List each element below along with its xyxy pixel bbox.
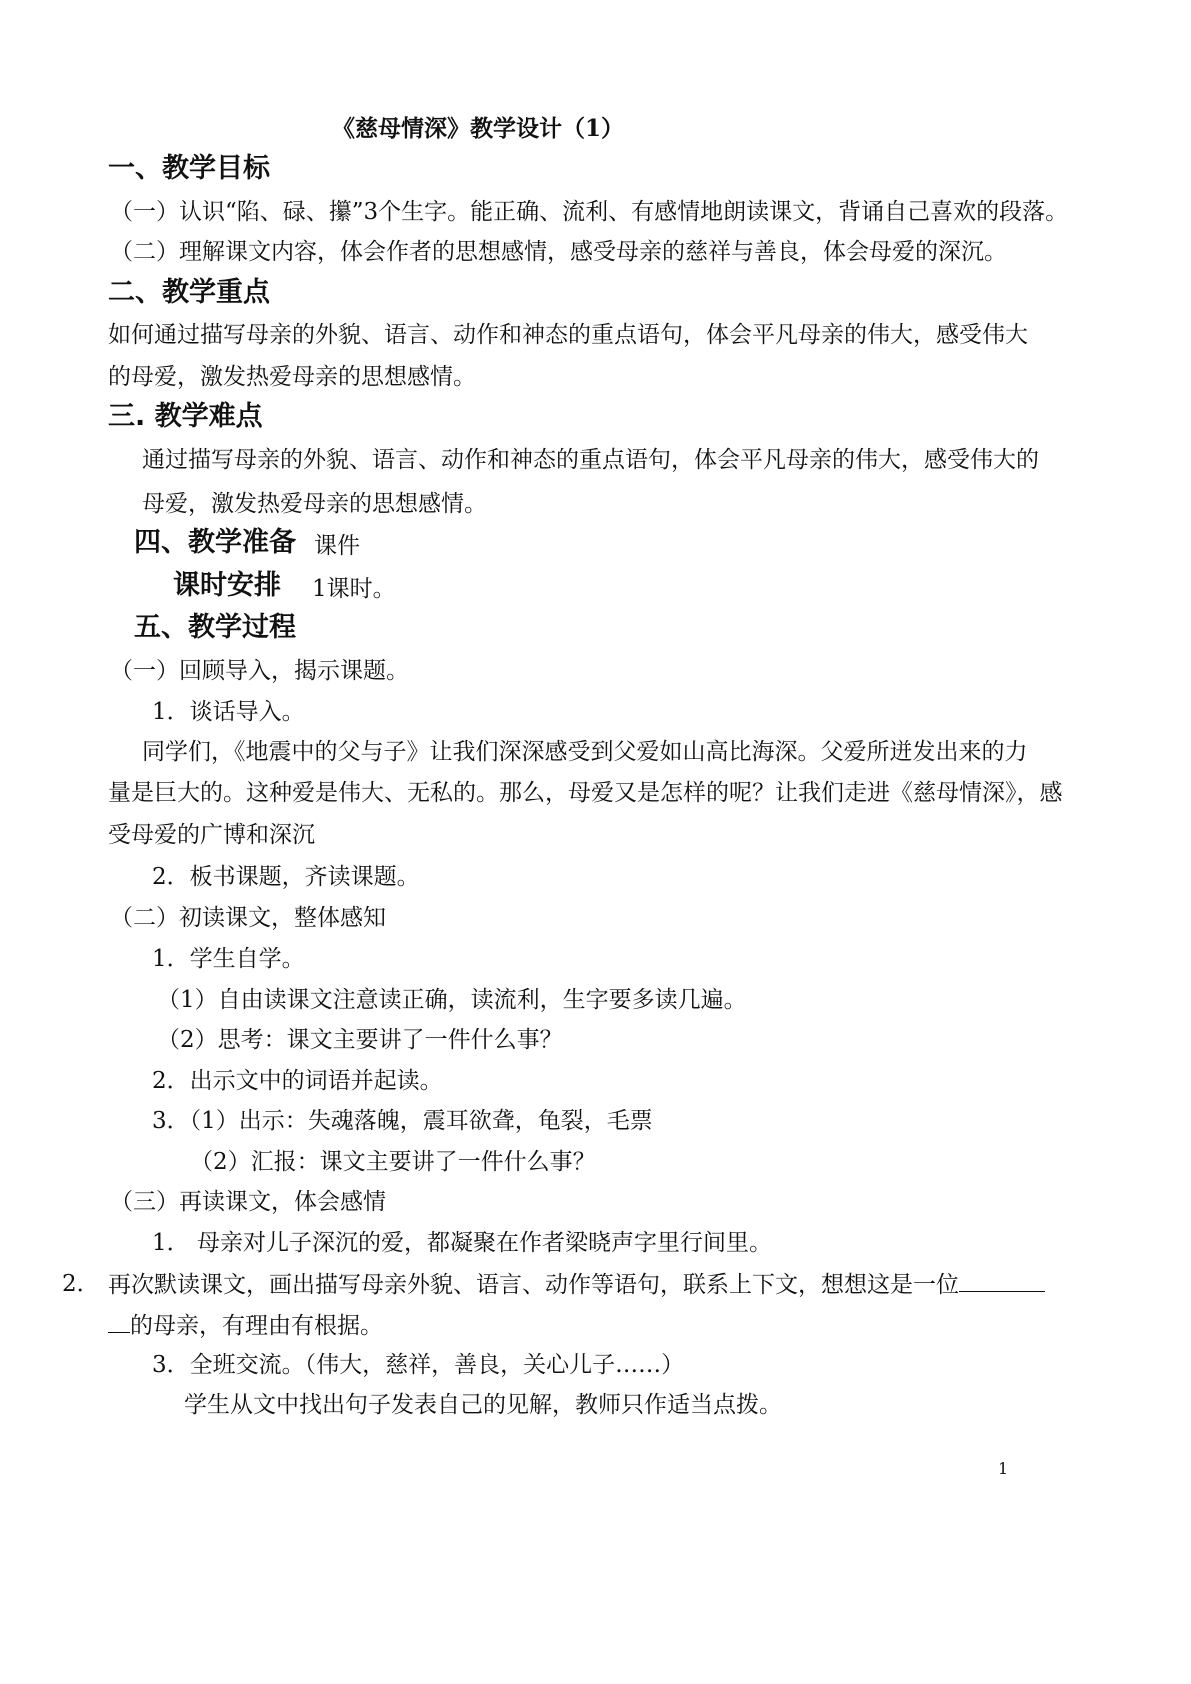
process-step-3-2-text: 再次默读课文，画出描写母亲外貌、语言、动作等语句，联系上下文，想想这是一位 [108, 1272, 959, 1298]
process-step-2-1b: （2）思考：课文主要讲了一件什么事？ [157, 1027, 563, 1053]
process-step-2-2: 2．出示文中的词语并起读。 [152, 1068, 443, 1094]
process-step-2-3b: （2）汇报：课文主要讲了一件什么事？ [190, 1149, 596, 1175]
schedule-value: 1课时。 [312, 576, 396, 602]
process-step-3-1: 1． 母亲对儿子深沉的爱，都凝聚在作者梁晓声字里行间里。 [152, 1230, 772, 1256]
difficulties-line-1: 通过描写母亲的外貌、语言、动作和神态的重点语句，体会平凡母亲的伟大，感受伟大的 [142, 447, 1039, 473]
process-step-1-text-3: 受母爱的广博和深沉 [108, 822, 315, 848]
difficulties-line-2: 母爱，激发热爱母亲的思想感情。 [142, 491, 487, 517]
heading-difficulties: 三. 教学难点 [108, 401, 263, 432]
key-points-line-2: 的母爱，激发热爱母亲的思想感情。 [108, 364, 476, 390]
doc-title: 《慈母情深》教学设计（1） [332, 115, 625, 142]
heading-schedule: 课时安排 [173, 570, 281, 601]
process-step-3-2 [108, 1269, 1045, 1300]
process-step-1-1: 1．谈话导入。 [152, 699, 305, 725]
process-step-3-3-text: 学生从文中找出句子发表自己的见解，教师只作适当点拨。 [184, 1392, 782, 1418]
heading-preparation: 四、教学准备 [134, 527, 296, 558]
goal-item-1: （一）认识“陷、碌、攥”3个生字。能正确、流利、有感情地朗读课文，背诵自己喜欢的段落。 [110, 199, 1069, 225]
process-step-2: （二）初读课文，整体感知 [110, 905, 386, 931]
process-step-3: （三）再读课文，体会感情 [110, 1189, 386, 1215]
process-step-3-3: 3．全班交流。（伟大，慈祥，善良，关心儿子……） [152, 1352, 685, 1378]
fill-blank-line [959, 1269, 1045, 1292]
key-points-line-1: 如何通过描写母亲的外貌、语言、动作和神态的重点语句，体会平凡母亲的伟大，感受伟大 [108, 322, 1028, 348]
heading-process: 五、教学过程 [134, 612, 296, 643]
process-step-1: （一）回顾导入，揭示课题。 [110, 658, 409, 684]
process-step-2-1: 1．学生自学。 [152, 946, 305, 972]
preparation-value: 课件 [314, 533, 360, 559]
heading-teaching-goals: 一、教学目标 [108, 153, 270, 184]
process-step-2-3a: 3．（1）出示：失魂落魄，震耳欲聋，龟裂，毛票 [152, 1108, 653, 1134]
goal-item-2: （二）理解课文内容，体会作者的思想感情，感受母亲的慈祥与善良，体会母爱的深沉。 [110, 239, 1007, 265]
process-step-1-2: 2．板书课题，齐读课题。 [152, 864, 420, 890]
process-step-1-text-2: 量是巨大的。这种爱是伟大、无私的。那么，母爱又是怎样的呢？让我们走进《慈母情深》，感 [108, 780, 1063, 806]
process-step-1-text-1: 同学们，《地震中的父与子》让我们深深感受到父爱如山高比海深。父爱所迸发出来的力 [142, 739, 1028, 765]
page-number: 1 [998, 1459, 1009, 1478]
process-step-3-2-number: 2． [62, 1271, 100, 1297]
process-step-3-2-cont-text: 的母亲，有理由有根据。 [130, 1313, 383, 1339]
heading-key-points: 二、教学重点 [108, 277, 270, 308]
process-step-2-1a: （1）自由读课文注意读正确，读流利，生字要多读几遍。 [157, 987, 747, 1013]
process-step-3-2-continued [108, 1310, 383, 1341]
fill-blank-line-continued [108, 1310, 130, 1333]
